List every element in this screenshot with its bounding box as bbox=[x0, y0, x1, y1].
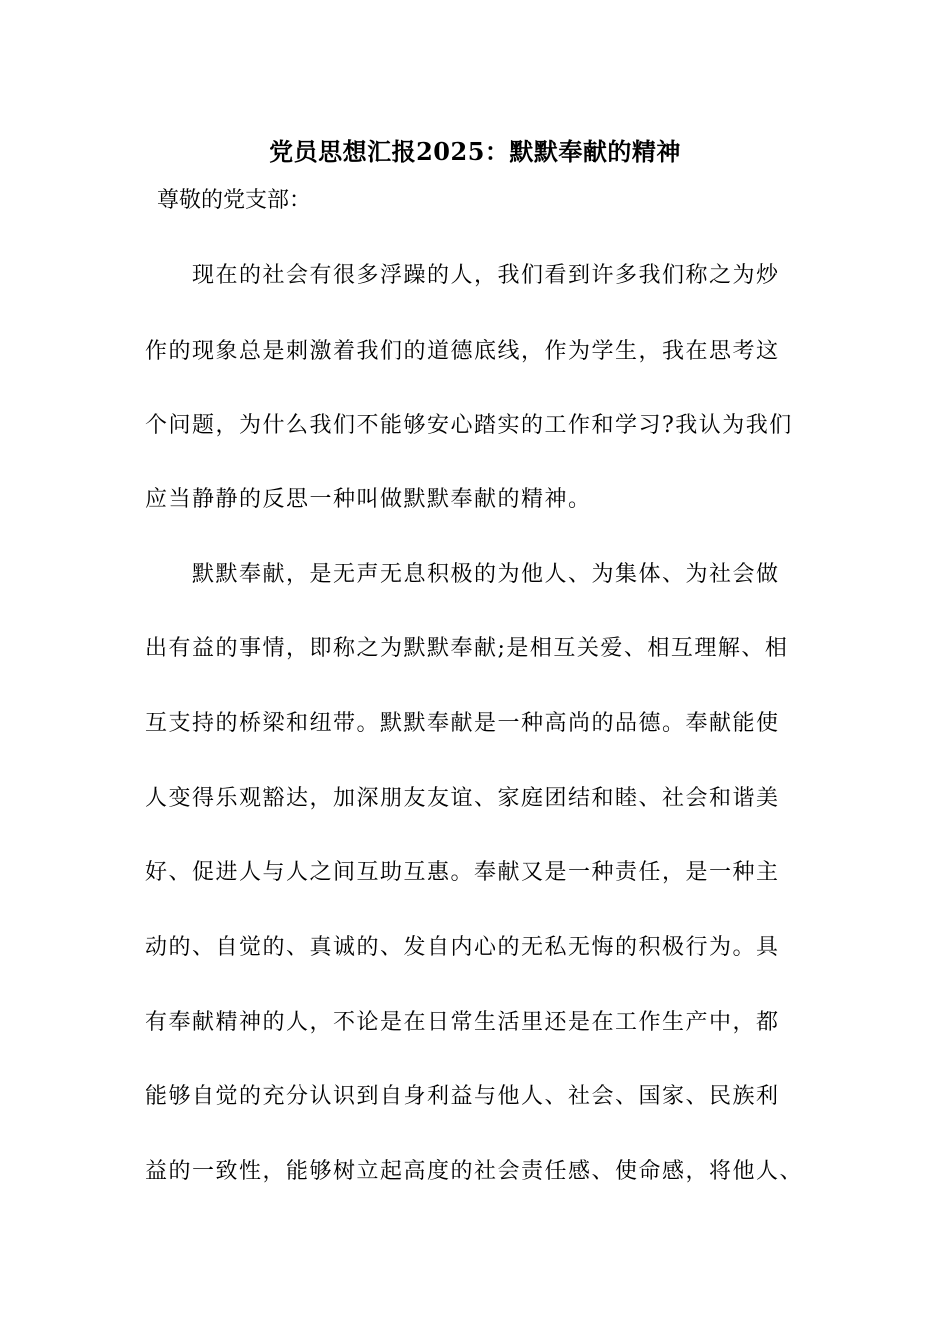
paragraph-line: 个问题，为什么我们不能够安心踏实的工作和学习?我认为我们 bbox=[145, 413, 793, 438]
paragraph-line: 现在的社会有很多浮躁的人，我们看到许多我们称之为炒 bbox=[192, 263, 780, 288]
paragraph-line: 动的、自觉的、真诚的、发自内心的无私无悔的积极行为。具 bbox=[145, 935, 780, 960]
paragraph-line: 默默奉献，是无声无息积极的为他人、为集体、为社会做 bbox=[192, 562, 780, 587]
paragraph-line: 能够自觉的充分认识到自身利益与他人、社会、国家、民族利 bbox=[145, 1084, 780, 1109]
paragraph-line: 好、促进人与人之间互助互惠。奉献又是一种责任，是一种主 bbox=[145, 860, 780, 885]
paragraph-line: 应当静静的反思一种叫做默默奉献的精神。 bbox=[145, 487, 592, 512]
paragraph-line: 益的一致性，能够树立起高度的社会责任感、使命感，将他人、 bbox=[145, 1159, 804, 1184]
paragraph-line: 有奉献精神的人，不论是在日常生活里还是在工作生产中，都 bbox=[145, 1010, 780, 1035]
paragraph-line: 人变得乐观豁达，加深朋友友谊、家庭团结和睦、社会和谐美 bbox=[145, 786, 780, 811]
salutation: 尊敬的党支部： bbox=[157, 188, 312, 213]
paragraph-line: 互支持的桥梁和纽带。默默奉献是一种高尚的品德。奉献能使 bbox=[145, 711, 780, 736]
paragraph-line: 出有益的事情，即称之为默默奉献;是相互关爱、相互理解、相 bbox=[145, 636, 789, 661]
document-title: 党员思想汇报2025：默默奉献的精神 bbox=[269, 137, 681, 166]
paragraph-line: 作的现象总是刺激着我们的道德底线，作为学生，我在思考这 bbox=[145, 339, 780, 364]
